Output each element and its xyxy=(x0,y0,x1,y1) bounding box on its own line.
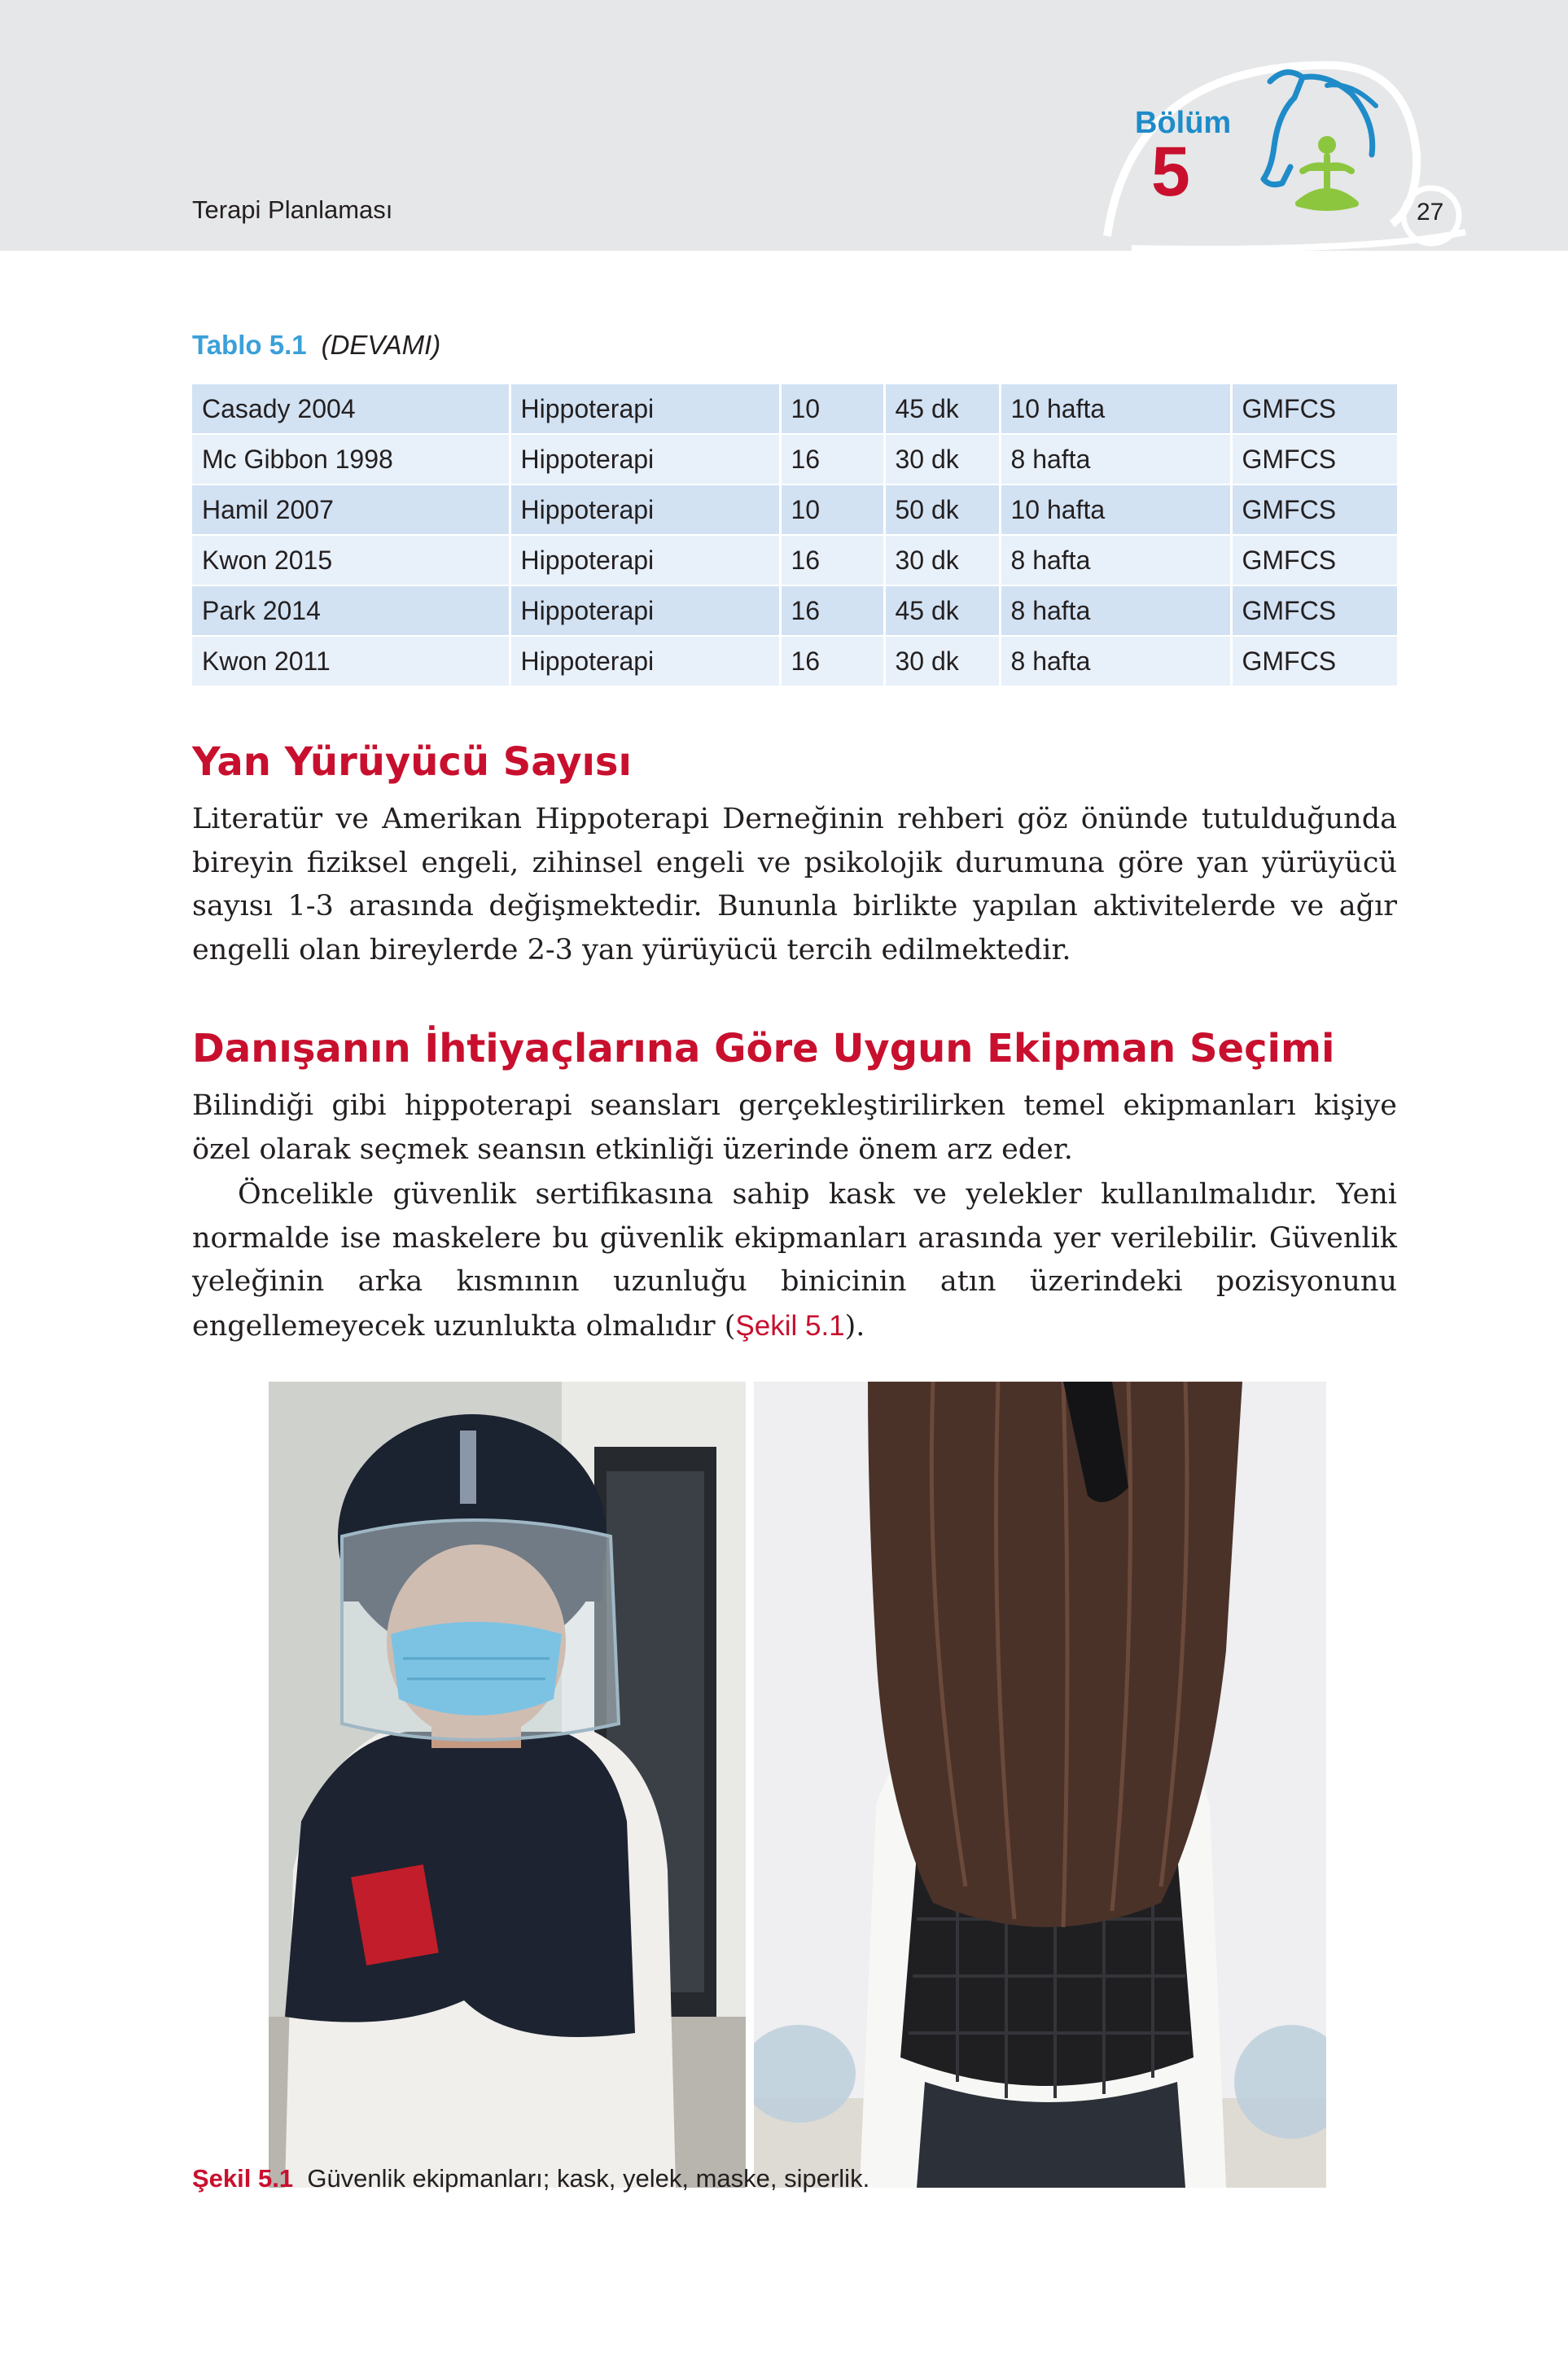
paragraph-text: Öncelikle güvenlik sertifikasına sahip kask ve yelekler kullanılmalıdır. Yeni normalde ise maskelere bu güvenlik ekipmanları arasında yer verilebilir. Güvenlik yeleğinin arka kısmının uzunluğu binicinin atın üzerindeki pozisyonunu engellemeyecek uzunlukta olmalıdır ( xyxy=(192,1178,1397,1343)
table-cell: 8 hafta xyxy=(1000,585,1231,636)
table-cell: 10 xyxy=(780,384,884,434)
paragraph-text: ). xyxy=(844,1309,865,1343)
table-continuation: (DEVAMI) xyxy=(321,330,441,360)
chapter-label: Bölüm xyxy=(1135,106,1232,140)
table-row xyxy=(192,434,1397,484)
horse-and-meditating-figure-icon xyxy=(1083,49,1474,261)
table-row xyxy=(192,384,1397,434)
table-cell: Hippoterapi xyxy=(510,434,780,484)
page-number: 27 xyxy=(1417,199,1444,226)
table-cell: 10 xyxy=(780,484,884,535)
table-cell: GMFCS xyxy=(1231,484,1397,535)
table-cell: Hippoterapi xyxy=(510,384,780,434)
table-cell: Hippoterapi xyxy=(510,484,780,535)
table-cell: 8 hafta xyxy=(1000,636,1231,686)
table-title xyxy=(192,330,440,361)
table-cell: 8 hafta xyxy=(1000,535,1231,585)
table-cell: 45 dk xyxy=(884,384,1000,434)
table-cell: 30 dk xyxy=(884,636,1000,686)
table-cell: GMFCS xyxy=(1231,535,1397,585)
table-cell: Hippoterapi xyxy=(510,535,780,585)
figure-reference-link[interactable]: Şekil 5.1 xyxy=(735,1309,845,1342)
section-paragraph xyxy=(192,1173,1397,1348)
figure-photo-front xyxy=(269,1382,746,2188)
table-cell: Hippoterapi xyxy=(510,636,780,686)
table-cell: Kwon 2015 xyxy=(192,535,510,585)
section-paragraph: Bilindiği gibi hippoterapi seansları gerçekleştirilirken temel ekipmanları kişiye özel olarak seçmek seansın etkinliği üzerinde önem arz eder. xyxy=(192,1089,1397,1166)
table-cell: GMFCS xyxy=(1231,434,1397,484)
table-cell: GMFCS xyxy=(1231,384,1397,434)
table-cell: 10 hafta xyxy=(1000,484,1231,535)
table-cell: 50 dk xyxy=(884,484,1000,535)
table-cell: GMFCS xyxy=(1231,636,1397,686)
table-label: Tablo 5.1 xyxy=(192,330,307,360)
table-cell: 16 xyxy=(780,636,884,686)
running-title: Terapi Planlaması xyxy=(192,195,393,224)
figure-caption xyxy=(192,2164,869,2193)
table-cell: Hamil 2007 xyxy=(192,484,510,535)
table-cell: Hippoterapi xyxy=(510,585,780,636)
section-heading: Yan Yürüyücü Sayısı xyxy=(192,739,632,785)
table-row xyxy=(192,484,1397,535)
table-cell: 45 dk xyxy=(884,585,1000,636)
data-table xyxy=(192,384,1397,687)
table-cell: Kwon 2011 xyxy=(192,636,510,686)
table-cell: 8 hafta xyxy=(1000,434,1231,484)
table-cell: 16 xyxy=(780,585,884,636)
table-cell: 30 dk xyxy=(884,535,1000,585)
table-cell: Mc Gibbon 1998 xyxy=(192,434,510,484)
chapter-number: 5 xyxy=(1151,133,1190,211)
table-cell: 10 hafta xyxy=(1000,384,1231,434)
table-cell: 16 xyxy=(780,434,884,484)
table-cell: Park 2014 xyxy=(192,585,510,636)
table-cell: 30 dk xyxy=(884,434,1000,484)
table-cell: GMFCS xyxy=(1231,585,1397,636)
figure-caption-label: Şekil 5.1 xyxy=(192,2164,294,2193)
table-cell: 16 xyxy=(780,535,884,585)
figure-photo-back xyxy=(754,1382,1326,2188)
table-cell: Casady 2004 xyxy=(192,384,510,434)
table-row xyxy=(192,585,1397,636)
table-row xyxy=(192,535,1397,585)
section-heading: Danışanın İhtiyaçlarına Göre Uygun Ekipman Seçimi xyxy=(192,1026,1335,1071)
section-paragraph: Literatür ve Amerikan Hippoterapi Derneğinin rehberi göz önünde tutulduğunda bireyin fiziksel engeli, zihinsel engeli ve psikolojik durumuna göre yan yürüyücü sayısı 1-3 arasında değişmektedir. Bununla birlikte yapılan aktivitelerde ve ağır engelli olan bireylerde 2-3 yan yürüyücü tercih edilmektedir. xyxy=(192,803,1397,966)
table-row xyxy=(192,636,1397,686)
figure-caption-text: Güvenlik ekipmanları; kask, yelek, maske, siperlik. xyxy=(307,2164,870,2193)
